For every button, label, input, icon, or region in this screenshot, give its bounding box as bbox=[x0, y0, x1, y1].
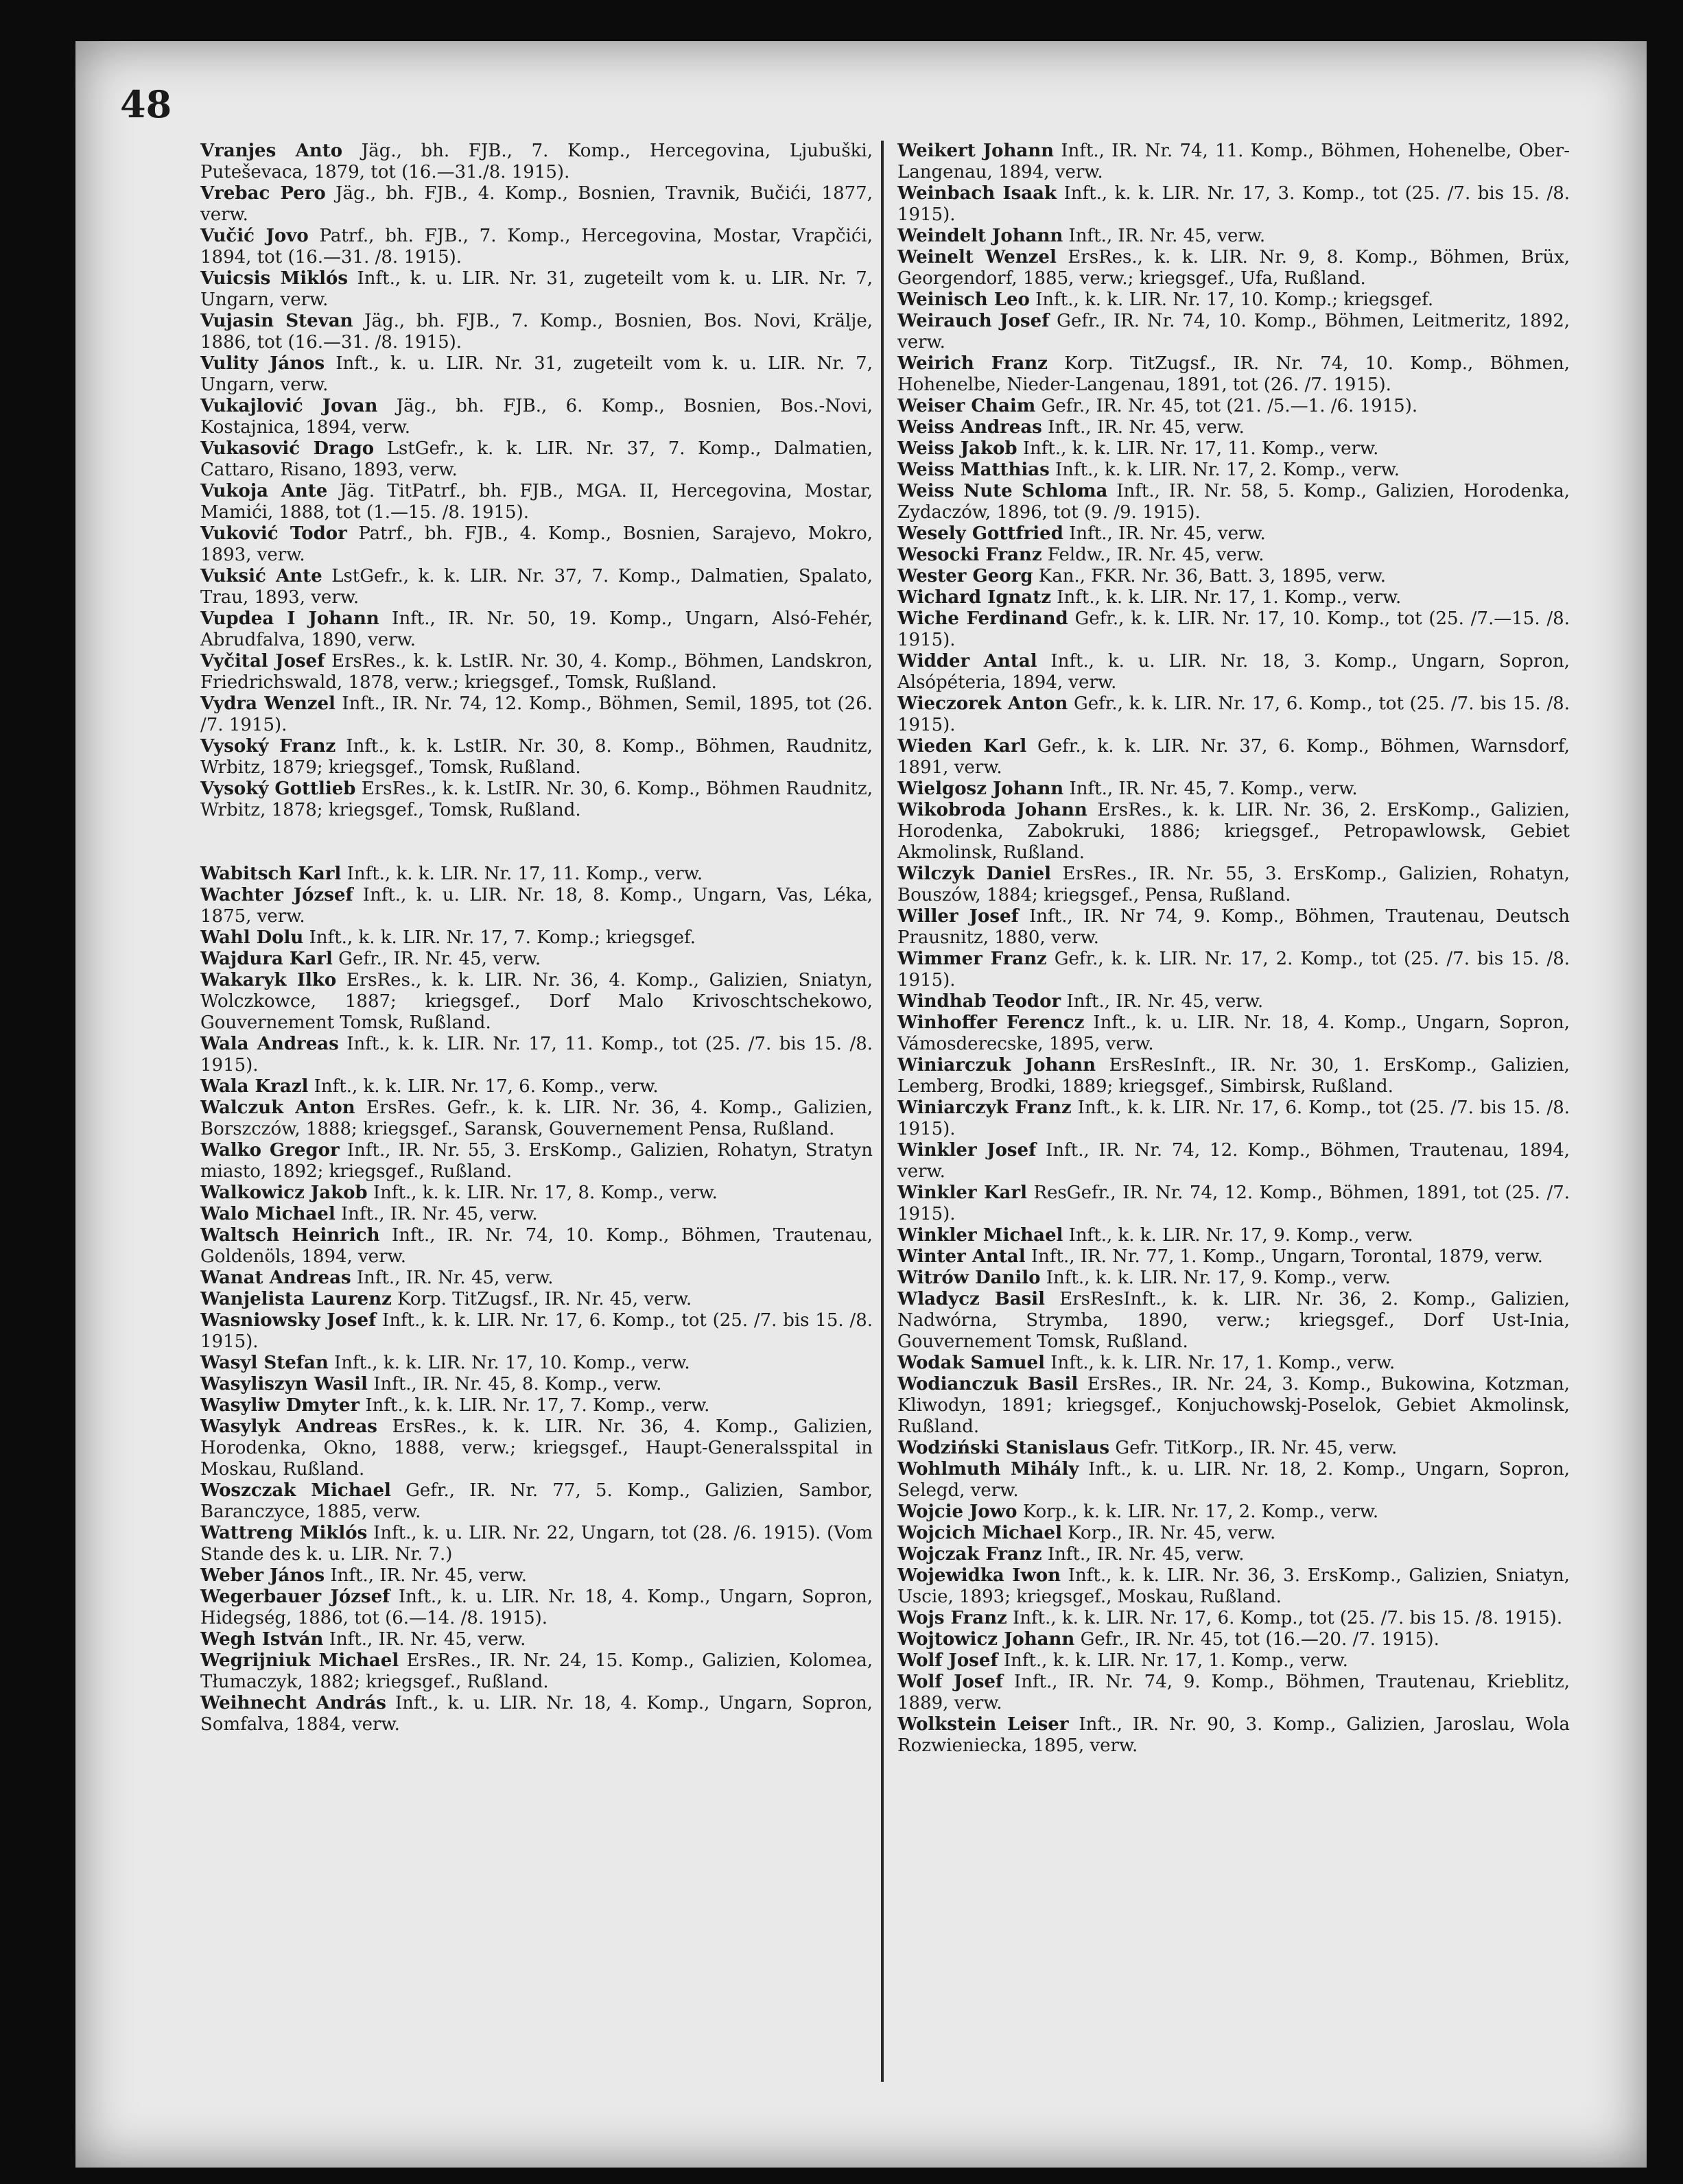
entry-name: Wala Krazl bbox=[200, 1076, 309, 1097]
entry-details: Gefr., k. k. LIR. Nr. 17, 10. Komp., tot (25. /7.—15. /8. 1915). bbox=[897, 608, 1570, 650]
list-entry bbox=[200, 1374, 873, 1395]
entry-name: Wodziński Stanislaus bbox=[897, 1438, 1110, 1458]
entry-name: Wilczyk Daniel bbox=[897, 864, 1052, 884]
entry-details: Inft., k. k. LIR. Nr. 17, 11. Komp., verw. bbox=[1022, 438, 1379, 459]
list-entry bbox=[897, 481, 1570, 523]
list-entry bbox=[897, 1246, 1570, 1268]
entry-name: Wasyliw Dmyter bbox=[200, 1395, 360, 1416]
list-entry bbox=[897, 460, 1570, 481]
list-entry bbox=[200, 736, 873, 779]
entry-name: Wasyliszyn Wasil bbox=[200, 1374, 368, 1394]
list-entry bbox=[897, 1565, 1570, 1608]
entry-details: Inft., k. k. LIR. Nr. 17, 1. Komp., verw. bbox=[1003, 1650, 1348, 1671]
entry-details: ErsRes., k. k. LIR. Nr. 36, 4. Komp., Galizien, Horodenka, Okno, 1888, verw.; kriegsgef., Haupt-Generalsspital in Moskau, Rußland. bbox=[200, 1416, 873, 1480]
list-entry bbox=[200, 268, 873, 311]
entry-details: Inft., k. k. LIR. Nr. 17, 10. Komp.; kriegsgef. bbox=[1035, 289, 1434, 310]
entry-details: ErsResInft., k. k. LIR. Nr. 36, 2. Komp., Galizien, Nadwórna, Strymba, 1890, verw.; kriegsgef., Dorf Ust-Inia, Gouvernement Tomsk, Rußland. bbox=[897, 1289, 1570, 1352]
list-entry bbox=[897, 289, 1570, 311]
list-entry bbox=[897, 183, 1570, 226]
entry-details: Inft., IR. Nr 74, 9. Komp., Böhmen, Trautenau, Deutsch Prausnitz, 1880, verw. bbox=[897, 906, 1570, 948]
entry-details: Inft., IR. Nr. 45, verw. bbox=[330, 1565, 528, 1586]
page-number: 48 bbox=[120, 82, 172, 126]
list-entry bbox=[897, 587, 1570, 608]
list-entry bbox=[897, 1140, 1570, 1183]
entry-name: Vyčital Josef bbox=[200, 651, 325, 672]
list-entry bbox=[897, 417, 1570, 438]
list-entry bbox=[200, 1310, 873, 1353]
entry-name: Weiss Nute Schloma bbox=[897, 481, 1108, 501]
entry-name: Wimmer Franz bbox=[897, 949, 1047, 969]
entry-name: Vrebac Pero bbox=[200, 183, 326, 204]
entry-name: Weiss Matthias bbox=[897, 460, 1050, 480]
list-entry bbox=[897, 693, 1570, 736]
entry-details: Inft., k. u. LIR. Nr. 31, zugeteilt vom k. u. LIR. Nr. 7, Ungarn, verw. bbox=[200, 268, 873, 310]
list-entry bbox=[897, 1183, 1570, 1225]
entry-name: Vukoja Ante bbox=[200, 481, 328, 501]
entry-name: Weinisch Leo bbox=[897, 289, 1030, 310]
entry-name: Wojs Franz bbox=[897, 1608, 1007, 1628]
list-entry bbox=[200, 353, 873, 396]
entry-name: Vuksić Ante bbox=[200, 566, 322, 586]
entry-details: Inft., k. u. LIR. Nr. 18, 3. Komp., Ungarn, Sopron, Alsópéteria, 1894, verw. bbox=[897, 651, 1570, 693]
list-entry bbox=[897, 1459, 1570, 1502]
list-entry bbox=[200, 1353, 873, 1374]
entry-name: Wattreng Miklós bbox=[200, 1523, 368, 1543]
list-entry bbox=[897, 438, 1570, 460]
entry-name: Wachter József bbox=[200, 885, 353, 905]
entry-details: Inft., IR. Nr. 90, 3. Komp., Galizien, Jaroslau, Wola Rozwieniecka, 1895, verw. bbox=[897, 1714, 1570, 1756]
list-entry bbox=[200, 693, 873, 736]
entry-name: Wieden Karl bbox=[897, 736, 1027, 757]
entry-name: Weindelt Johann bbox=[897, 226, 1063, 246]
entry-details: Inft., k. k. LIR. Nr. 17, 6. Komp., tot (25. /7. bis 15. /8. 1915). bbox=[200, 1310, 873, 1352]
list-entry bbox=[200, 1629, 873, 1650]
list-entry bbox=[897, 906, 1570, 949]
list-entry bbox=[897, 1097, 1570, 1140]
entry-details: Inft., k. k. LIR. Nr. 17, 11. Komp., tot (25. /7. bis 15. /8. 1915). bbox=[200, 1034, 873, 1076]
entry-name: Woszczak Michael bbox=[200, 1480, 391, 1501]
list-entry bbox=[200, 1076, 873, 1097]
entry-details: Gefr., IR. Nr. 45, tot (21. /5.—1. /6. 1915). bbox=[1041, 396, 1418, 416]
entry-name: Wegerbauer József bbox=[200, 1587, 390, 1607]
list-entry bbox=[897, 1268, 1570, 1289]
entry-details: LstGefr., k. k. LIR. Nr. 37, 7. Komp., Dalmatien, Spalato, Trau, 1893, verw. bbox=[200, 566, 873, 608]
entry-name: Willer Josef bbox=[897, 906, 1019, 927]
list-entry bbox=[897, 800, 1570, 864]
entry-name: Weiss Andreas bbox=[897, 417, 1042, 438]
entry-name: Vysoký Gottlieb bbox=[200, 779, 356, 799]
entry-name: Wojewidka Iwon bbox=[897, 1565, 1061, 1586]
list-entry bbox=[200, 396, 873, 438]
entry-details: Jäg., bh. FJB., 7. Komp., Bosnien, Bos. Novi, Krälje, 1886, tot (16.—31. /8. 1915). bbox=[200, 311, 873, 353]
entry-details: Inft., IR. Nr. 74, 10. Komp., Böhmen, Trautenau, Goldenöls, 1894, verw. bbox=[200, 1225, 873, 1267]
list-entry bbox=[200, 1395, 873, 1416]
entry-name: Wahl Dolu bbox=[200, 927, 304, 948]
entry-details: Inft., IR. Nr. 50, 19. Komp., Ungarn, Alsó-Fehér, Abrudfalva, 1890, verw. bbox=[200, 608, 873, 650]
entry-details: Gefr., IR. Nr. 74, 10. Komp., Böhmen, Leitmeritz, 1892, verw. bbox=[897, 311, 1570, 353]
entry-details: Gefr., IR. Nr. 77, 5. Komp., Galizien, Sambor, Baranczyce, 1885, verw. bbox=[200, 1480, 873, 1522]
entry-name: Weber János bbox=[200, 1565, 325, 1586]
entry-name: Walko Gregor bbox=[200, 1140, 340, 1161]
entry-details: Inft., IR. Nr. 45, verw. bbox=[1069, 523, 1266, 544]
list-entry bbox=[200, 1034, 873, 1076]
list-entry bbox=[200, 311, 873, 353]
entry-name: Weirich Franz bbox=[897, 353, 1048, 374]
entry-details: Jäg., bh. FJB., 7. Komp., Hercegovina, Ljubuški, Puteševaca, 1879, tot (16.—31./8. 1915). bbox=[200, 141, 873, 182]
entry-details: Inft., k. u. LIR. Nr. 18, 8. Komp., Ungarn, Vas, Léka, 1875, verw. bbox=[200, 885, 873, 927]
list-entry bbox=[897, 1714, 1570, 1757]
list-entry bbox=[897, 311, 1570, 353]
list-entry bbox=[200, 970, 873, 1034]
entry-details: Inft., k. u. LIR. Nr. 18, 4. Komp., Ungarn, Sopron, Vámosderecske, 1895, verw. bbox=[897, 1012, 1570, 1054]
entry-details: ErsRes., k. k. LIR. Nr. 36, 4. Komp., Galizien, Sniatyn, Wolczkowce, 1887; kriegsgef., Dorf Malo Krivoschtschekowo, Gouvernement Tomsk, Rußland. bbox=[200, 970, 873, 1033]
entry-details: Inft., IR. Nr. 45, verw. bbox=[1048, 417, 1245, 438]
entry-details: Inft., k. k. LIR. Nr. 17, 10. Komp., verw. bbox=[334, 1353, 690, 1373]
list-entry bbox=[897, 1374, 1570, 1438]
entry-name: Wodak Samuel bbox=[897, 1353, 1045, 1373]
entry-details: Inft., IR. Nr. 45, 8. Komp., verw. bbox=[373, 1374, 662, 1394]
entry-name: Weirauch Josef bbox=[897, 311, 1050, 331]
list-entry bbox=[897, 1353, 1570, 1374]
list-entry bbox=[897, 1502, 1570, 1523]
left-column bbox=[200, 141, 873, 1735]
list-entry bbox=[200, 1204, 873, 1225]
list-entry bbox=[897, 523, 1570, 545]
entry-details: Inft., k. k. LstIR. Nr. 30, 8. Komp., Böhmen, Raudnitz, Wrbitz, 1879; kriegsgef., Tomsk, Rußland. bbox=[200, 736, 873, 778]
entry-name: Wala Andreas bbox=[200, 1034, 339, 1054]
entry-name: Wichard Ignatz bbox=[897, 587, 1051, 608]
entry-name: Wesely Gottfried bbox=[897, 523, 1063, 544]
entry-details: Inft., IR. Nr. 77, 1. Komp., Ungarn, Torontal, 1879, verw. bbox=[1031, 1246, 1543, 1267]
list-entry bbox=[200, 864, 873, 885]
entry-name: Wasylyk Andreas bbox=[200, 1416, 377, 1437]
entry-details: Gefr. TitKorp., IR. Nr. 45, verw. bbox=[1115, 1438, 1398, 1458]
entry-details: Patrf., bh. FJB., 7. Komp., Hercegovina, Mostar, Vrapčići, 1894, tot (16.—31. /8. 1915). bbox=[200, 226, 873, 268]
entry-details: Feldw., IR. Nr. 45, verw. bbox=[1047, 545, 1264, 565]
entry-name: Vysoký Franz bbox=[200, 736, 336, 757]
entry-name: Winiarczyk Franz bbox=[897, 1097, 1072, 1118]
entry-details: ErsResInft., IR. Nr. 30, 1. ErsKomp., Galizien, Lemberg, Brodki, 1889; kriegsgef., Simbirsk, Rußland. bbox=[897, 1055, 1570, 1097]
list-entry bbox=[200, 1480, 873, 1523]
entry-name: Winhoffer Ferencz bbox=[897, 1012, 1085, 1033]
list-entry bbox=[897, 1608, 1570, 1629]
entry-details: Inft., k. u. LIR. Nr. 18, 2. Komp., Ungarn, Sopron, Selegd, verw. bbox=[897, 1459, 1570, 1501]
entry-name: Witrów Danilo bbox=[897, 1268, 1041, 1288]
list-entry bbox=[897, 141, 1570, 183]
entry-details: Korp., k. k. LIR. Nr. 17, 2. Komp., verw. bbox=[1022, 1502, 1379, 1522]
entry-details: Inft., k. k. LIR. Nr. 17, 1. Komp., verw. bbox=[1057, 587, 1402, 608]
entry-name: Widder Antal bbox=[897, 651, 1037, 672]
list-entry bbox=[897, 247, 1570, 289]
entry-name: Vulity János bbox=[200, 353, 325, 374]
entry-details: Inft., k. k. LIR. Nr. 17, 9. Komp., verw. bbox=[1068, 1225, 1413, 1246]
entry-details: Inft., IR. Nr. 74, 9. Komp., Böhmen, Trautenau, Krieblitz, 1889, verw. bbox=[897, 1672, 1570, 1713]
entry-name: Wiche Ferdinand bbox=[897, 608, 1068, 629]
entry-name: Walkowicz Jakob bbox=[200, 1183, 368, 1203]
entry-details: ErsRes. Gefr., k. k. LIR. Nr. 36, 4. Komp., Galizien, Borszczów, 1888; kriegsgef., Saransk, Gouvernement Pensa, Rußland. bbox=[200, 1097, 873, 1139]
entry-details: Inft., k. k. LIR. Nr. 17, 6. Komp., verw. bbox=[314, 1076, 659, 1097]
entry-name: Wielgosz Johann bbox=[897, 779, 1064, 799]
entry-name: Wojcich Michael bbox=[897, 1523, 1062, 1543]
entry-details: Inft., IR. Nr. 55, 3. ErsKomp., Galizien, Rohatyn, Stratyn miasto, 1892; kriegsgef., Rußland. bbox=[200, 1140, 873, 1182]
list-entry bbox=[897, 779, 1570, 800]
list-entry bbox=[200, 779, 873, 821]
list-entry bbox=[897, 226, 1570, 247]
entry-name: Walczuk Anton bbox=[200, 1097, 355, 1118]
list-entry bbox=[200, 1416, 873, 1480]
list-entry bbox=[200, 523, 873, 566]
entry-details: Inft., k. k. LIR. Nr. 17, 1. Komp., verw. bbox=[1050, 1353, 1396, 1373]
entry-name: Vranjes Anto bbox=[200, 141, 343, 161]
list-entry bbox=[200, 438, 873, 481]
list-entry bbox=[200, 1183, 873, 1204]
entry-name: Wojcie Jowo bbox=[897, 1502, 1017, 1522]
entry-name: Wohlmuth Mihály bbox=[897, 1459, 1079, 1480]
list-entry bbox=[897, 608, 1570, 651]
entry-details: Korp. TitZugsf., IR. Nr. 74, 10. Komp., Böhmen, Hohenelbe, Nieder-Langenau, 1891, tot (26. /7. 1915). bbox=[897, 353, 1570, 395]
entry-name: Vuicsis Miklós bbox=[200, 268, 349, 289]
entry-name: Wolf Josef bbox=[897, 1650, 998, 1671]
list-entry bbox=[897, 1438, 1570, 1459]
list-entry bbox=[897, 949, 1570, 991]
entry-details: Inft., k. k. LIR. Nr. 17, 3. Komp., tot (25. /7. bis 15. /8. 1915). bbox=[897, 183, 1570, 225]
entry-details: Kan., FKR. Nr. 36, Batt. 3, 1895, verw. bbox=[1038, 566, 1387, 586]
entry-name: Wanat Andreas bbox=[200, 1268, 351, 1288]
list-entry bbox=[200, 481, 873, 523]
entry-details: Korp., IR. Nr. 45, verw. bbox=[1068, 1523, 1276, 1543]
list-entry bbox=[897, 1523, 1570, 1544]
entry-name: Vujasin Stevan bbox=[200, 311, 353, 331]
list-entry bbox=[200, 1268, 873, 1289]
list-entry bbox=[200, 949, 873, 970]
entry-name: Wikobroda Johann bbox=[897, 800, 1087, 820]
entry-name: Wesocki Franz bbox=[897, 545, 1042, 565]
list-entry bbox=[897, 353, 1570, 396]
entry-name: Vučić Jovo bbox=[200, 226, 309, 246]
list-entry bbox=[200, 1523, 873, 1565]
entry-details: Gefr., k. k. LIR. Nr. 37, 6. Komp., Böhmen, Warnsdorf, 1891, verw. bbox=[897, 736, 1570, 778]
entry-details: Inft., k. k. LIR. Nr. 17, 11. Komp., verw. bbox=[346, 864, 703, 884]
entry-name: Winter Antal bbox=[897, 1246, 1026, 1267]
list-entry bbox=[200, 1225, 873, 1268]
entry-details: Inft., k. k. LIR. Nr. 17, 6. Komp., tot (25. /7. bis 15. /8. 1915). bbox=[897, 1097, 1570, 1139]
entry-details: Jäg., bh. FJB., 6. Komp., Bosnien, Bos.-Novi, Kostajnica, 1894, verw. bbox=[200, 396, 873, 438]
right-column bbox=[897, 141, 1570, 1757]
entry-name: Winiarczuk Johann bbox=[897, 1055, 1096, 1076]
entry-name: Wolkstein Leiser bbox=[897, 1714, 1069, 1735]
entry-details: Gefr., k. k. LIR. Nr. 17, 6. Komp., tot (25. /7. bis 15. /8. 1915). bbox=[897, 693, 1570, 735]
list-entry bbox=[200, 1693, 873, 1735]
entry-details: Inft., IR. Nr. 74, 12. Komp., Böhmen, Trautenau, 1894, verw. bbox=[897, 1140, 1570, 1182]
entry-name: Vuković Todor bbox=[200, 523, 347, 544]
list-entry bbox=[897, 736, 1570, 779]
entry-details: Inft., IR. Nr. 45, 7. Komp., verw. bbox=[1069, 779, 1358, 799]
entry-details: Gefr., IR. Nr. 45, verw. bbox=[338, 949, 541, 969]
list-entry bbox=[897, 1672, 1570, 1714]
list-entry bbox=[200, 183, 873, 226]
entry-name: Winkler Josef bbox=[897, 1140, 1037, 1161]
entry-details: Inft., IR. Nr. 45, verw. bbox=[1066, 991, 1264, 1012]
entry-name: Wojczak Franz bbox=[897, 1544, 1042, 1565]
list-entry bbox=[200, 566, 873, 608]
entry-details: Gefr., IR. Nr. 45, tot (16.—20. /7. 1915). bbox=[1080, 1629, 1439, 1650]
entry-details: Inft., k. k. LIR. Nr. 17, 2. Komp., verw. bbox=[1055, 460, 1400, 480]
list-entry bbox=[897, 1544, 1570, 1565]
list-entry bbox=[200, 1587, 873, 1629]
entry-name: Wojtowicz Johann bbox=[897, 1629, 1075, 1650]
entry-name: Winkler Karl bbox=[897, 1183, 1027, 1203]
list-entry bbox=[200, 1565, 873, 1587]
entry-details: ErsRes., k. k. LIR. Nr. 36, 2. ErsKomp., Galizien, Horodenka, Zabokruki, 1886; kriegsgef., Petropawlowsk, Gebiet Akmolinsk, Rußland. bbox=[897, 800, 1570, 863]
entry-details: Jäg., bh. FJB., 4. Komp., Bosnien, Travnik, Bučići, 1877, verw. bbox=[200, 183, 873, 225]
list-entry bbox=[200, 651, 873, 693]
entry-details: Inft., k. u. LIR. Nr. 31, zugeteilt vom k. u. LIR. Nr. 7, Ungarn, verw. bbox=[200, 353, 873, 395]
entry-name: Wladycz Basil bbox=[897, 1289, 1045, 1309]
entry-details: Inft., IR. Nr. 45, verw. bbox=[340, 1204, 538, 1224]
entry-name: Weikert Johann bbox=[897, 141, 1055, 161]
entry-name: Wieczorek Anton bbox=[897, 693, 1068, 714]
entry-name: Wolf Josef bbox=[897, 1672, 1004, 1692]
entry-details: Inft., IR. Nr. 45, verw. bbox=[1068, 226, 1266, 246]
list-entry bbox=[200, 927, 873, 949]
list-entry bbox=[897, 1055, 1570, 1097]
entry-name: Vukasović Drago bbox=[200, 438, 375, 459]
entry-name: Vydra Wenzel bbox=[200, 693, 336, 714]
column-divider bbox=[881, 141, 884, 2082]
entry-details: LstGefr., k. k. LIR. Nr. 37, 7. Komp., Dalmatien, Cattaro, Risano, 1893, verw. bbox=[200, 438, 873, 480]
entry-name: Waltsch Heinrich bbox=[200, 1225, 380, 1246]
entry-name: Weinbach Isaak bbox=[897, 183, 1057, 204]
entry-name: Wodianczuk Basil bbox=[897, 1374, 1079, 1394]
entry-details: Inft., k. k. LIR. Nr. 17, 7. Komp.; kriegsgef. bbox=[309, 927, 696, 948]
entry-details: ResGefr., IR. Nr. 74, 12. Komp., Böhmen, 1891, tot (25. /7. 1915). bbox=[897, 1183, 1570, 1224]
entry-name: Weinelt Wenzel bbox=[897, 247, 1057, 268]
list-entry bbox=[897, 651, 1570, 693]
entry-details: Inft., IR. Nr. 74, 11. Komp., Böhmen, Hohenelbe, Ober-Langenau, 1894, verw. bbox=[897, 141, 1570, 182]
entry-name: Winkler Michael bbox=[897, 1225, 1063, 1246]
entry-details: Inft., k. k. LIR. Nr. 17, 6. Komp., tot (25. /7. bis 15. /8. 1915). bbox=[1013, 1608, 1563, 1628]
entry-details: Inft., k. u. LIR. Nr. 18, 4. Komp., Ungarn, Sopron, Hidegség, 1886, tot (6.—14. /8. 1915). bbox=[200, 1587, 873, 1628]
list-entry bbox=[897, 991, 1570, 1012]
entry-details: Korp. TitZugsf., IR. Nr. 45, verw. bbox=[397, 1289, 692, 1309]
list-entry bbox=[200, 608, 873, 651]
entry-details: Inft., IR. Nr. 74, 12. Komp., Böhmen, Semil, 1895, tot (26. /7. 1915). bbox=[200, 693, 873, 735]
entry-details: ErsRes., k. k. LIR. Nr. 9, 8. Komp., Böhmen, Brüx, Georgendorf, 1885, verw.; kriegsgef., Ufa, Rußland. bbox=[897, 247, 1570, 289]
entry-name: Vupdea I Johann bbox=[200, 608, 379, 629]
list-entry bbox=[897, 396, 1570, 417]
entry-name: Walo Michael bbox=[200, 1204, 336, 1224]
list-entry bbox=[200, 1289, 873, 1310]
list-entry bbox=[897, 1225, 1570, 1246]
entry-name: Wabitsch Karl bbox=[200, 864, 342, 884]
list-entry bbox=[200, 1140, 873, 1183]
list-entry bbox=[897, 1012, 1570, 1055]
entry-details: Inft., IR. Nr. 45, verw. bbox=[1047, 1544, 1245, 1565]
list-entry bbox=[200, 1097, 873, 1140]
entry-details: Gefr., k. k. LIR. Nr. 17, 2. Komp., tot (25. /7. bis 15. /8. 1915). bbox=[897, 949, 1570, 990]
list-entry bbox=[897, 1629, 1570, 1650]
entry-name: Wester Georg bbox=[897, 566, 1033, 586]
entry-details: Inft., k. u. LIR. Nr. 22, Ungarn, tot (28. /6. 1915). (Vom Stande des k. u. LIR. Nr. 7.) bbox=[200, 1523, 873, 1565]
entry-details: ErsRes., IR. Nr. 55, 3. ErsKomp., Galizien, Rohatyn, Bouszów, 1884; kriegsgef., Pensa, Rußland. bbox=[897, 864, 1570, 905]
entry-details: ErsRes., k. k. LstIR. Nr. 30, 4. Komp., Böhmen, Landskron, Friedrichswald, 1878, verw.; kriegsgef., Tomsk, Rußland. bbox=[200, 651, 873, 693]
entry-name: Weiss Jakob bbox=[897, 438, 1017, 459]
list-entry bbox=[897, 864, 1570, 906]
entry-details: Inft., k. u. LIR. Nr. 18, 4. Komp., Ungarn, Sopron, Somfalva, 1884, verw. bbox=[200, 1693, 873, 1735]
entry-name: Vukajlović Jovan bbox=[200, 396, 378, 416]
list-entry bbox=[897, 566, 1570, 587]
entry-name: Weihnecht András bbox=[200, 1693, 386, 1713]
entry-name: Wasniowsky Josef bbox=[200, 1310, 377, 1331]
entry-details: ErsRes., IR. Nr. 24, 3. Komp., Bukowina, Kotzman, Kliwodyn, 1891; kriegsgef., Konjuchowskj-Poselok, Gebiet Akmolinsk, Rußland. bbox=[897, 1374, 1570, 1437]
entry-name: Wegrijniuk Michael bbox=[200, 1650, 399, 1671]
entry-name: Wanjelista Laurenz bbox=[200, 1289, 392, 1309]
list-entry bbox=[897, 545, 1570, 566]
entry-details: Inft., k. k. LIR. Nr. 17, 9. Komp., verw. bbox=[1046, 1268, 1391, 1288]
entry-details: Patrf., bh. FJB., 4. Komp., Bosnien, Sarajevo, Mokro, 1893, verw. bbox=[200, 523, 873, 565]
entry-name: Weiser Chaim bbox=[897, 396, 1036, 416]
entry-name: Wegh István bbox=[200, 1629, 324, 1650]
entry-details: Inft., IR. Nr. 58, 5. Komp., Galizien, Horodenka, Zydaczów, 1896, tot (9. /9. 1915). bbox=[897, 481, 1570, 523]
list-entry bbox=[200, 885, 873, 927]
list-entry bbox=[897, 1650, 1570, 1672]
list-entry bbox=[200, 141, 873, 183]
entry-name: Wakaryk Ilko bbox=[200, 970, 337, 990]
entry-details: Jäg. TitPatrf., bh. FJB., MGA. II, Hercegovina, Mostar, Mamići, 1888, tot (1.—15. /8. 1915). bbox=[200, 481, 873, 523]
entry-details: Inft., k. k. LIR. Nr. 36, 3. ErsKomp., Galizien, Sniatyn, Uscie, 1893; kriegsgef., Moskau, Rußland. bbox=[897, 1565, 1570, 1607]
entry-details: ErsRes., k. k. LstIR. Nr. 30, 6. Komp., Böhmen Raudnitz, Wrbitz, 1878; kriegsgef., Tomsk, Rußland. bbox=[200, 779, 873, 820]
entry-details: Inft., k. k. LIR. Nr. 17, 8. Komp., verw. bbox=[373, 1183, 718, 1203]
list-entry bbox=[200, 226, 873, 268]
entry-name: Wajdura Karl bbox=[200, 949, 333, 969]
list-entry bbox=[200, 1650, 873, 1693]
list-entry bbox=[897, 1289, 1570, 1353]
entry-details: Inft., IR. Nr. 45, verw. bbox=[356, 1268, 554, 1288]
entry-name: Wasyl Stefan bbox=[200, 1353, 329, 1373]
entry-details: ErsRes., IR. Nr. 24, 15. Komp., Galizien, Kolomea, Tłumaczyk, 1882; kriegsgef., Rußland. bbox=[200, 1650, 873, 1692]
entry-details: Inft., IR. Nr. 45, verw. bbox=[329, 1629, 526, 1650]
entry-details: Inft., k. k. LIR. Nr. 17, 7. Komp., verw. bbox=[365, 1395, 710, 1416]
entry-name: Windhab Teodor bbox=[897, 991, 1061, 1012]
